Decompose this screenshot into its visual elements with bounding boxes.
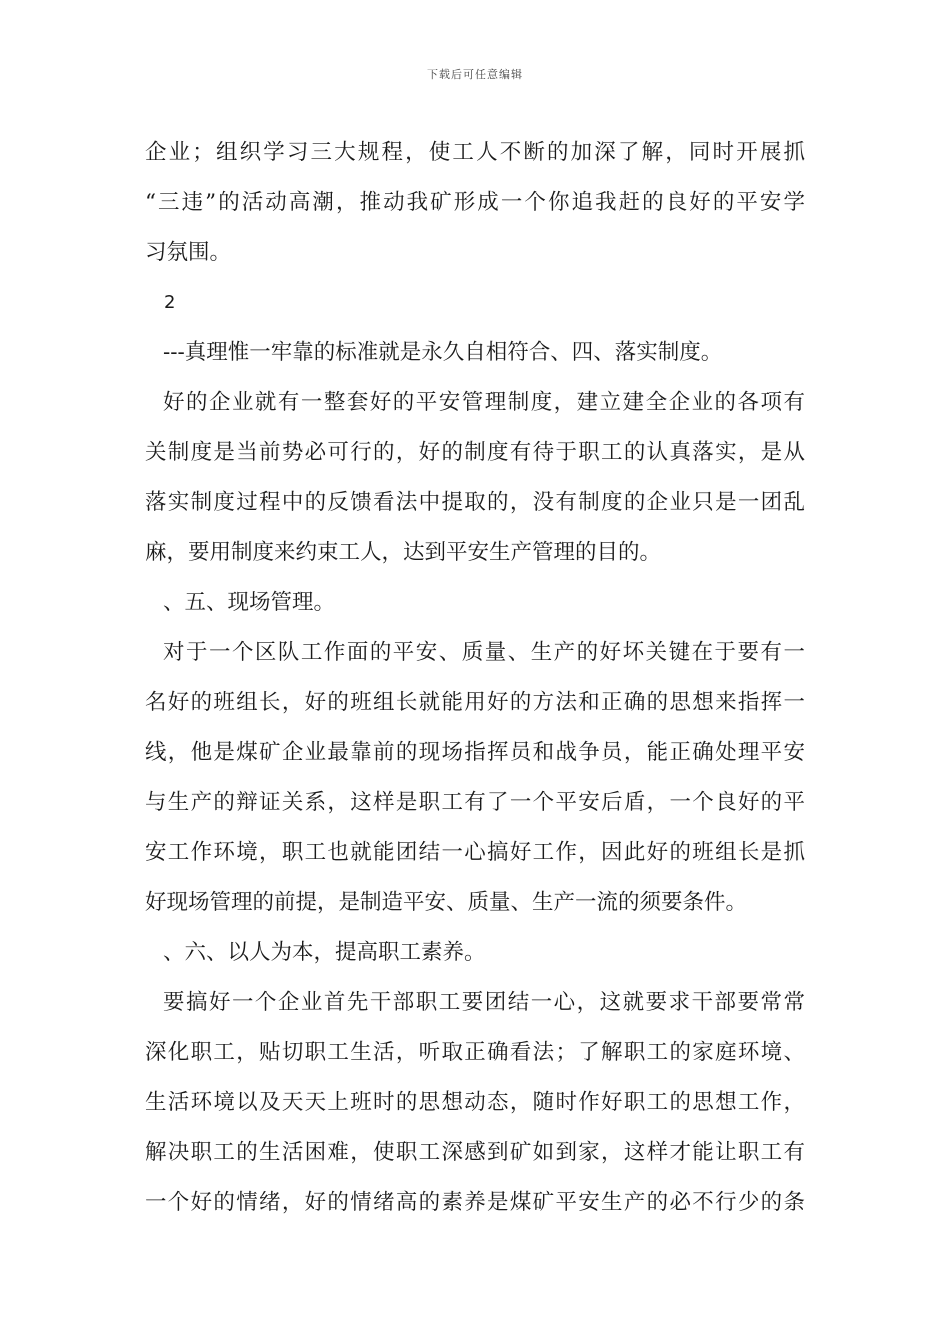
text-line: 关制度是当前势必可行的，好的制度有待于职工的认真落实，是从	[145, 440, 805, 465]
text-line: “三违”的活动高潮，推动我矿形成一个你追我赶的良好的平安学	[145, 190, 805, 215]
document-body	[145, 128, 805, 1228]
text-line: 要搞好一个企业首先干部职工要团结一心，这就要求干部要常常	[163, 990, 805, 1015]
text-line: 好的企业就有一整套好的平安管理制度，建立建全企业的各项有	[163, 390, 805, 415]
text-line: 与生产的辩证关系，这样是职工有了一个平安后盾，一个良好的平	[145, 790, 805, 815]
page-number: 2	[164, 292, 176, 313]
text-line: 企业；组织学习三大规程，使工人不断的加深了解，同时开展抓	[145, 140, 805, 165]
text-line: 名好的班组长，好的班组长就能用好的方法和正确的思想来指挥一	[145, 690, 805, 715]
text-line: 好现场管理的前提，是制造平安、质量、生产一流的须要条件。	[145, 890, 748, 915]
text-line: 习氛围。	[145, 240, 232, 265]
text-line: 线，他是煤矿企业最靠前的现场指挥员和战争员，能正确处理平安	[145, 740, 805, 765]
text-line: ---真理惟一牢靠的标准就是永久自相符合、四、落实制度。	[163, 340, 723, 365]
text-line: 解决职工的生活困难，使职工深感到矿如到家，这样才能让职工有	[145, 1140, 805, 1165]
section-heading: 、五、现场管理。	[163, 590, 336, 615]
text-line: 深化职工，贴切职工生活，听取正确看法；了解职工的家庭环境、	[145, 1040, 805, 1065]
page-header: 下载后可任意编辑	[427, 68, 523, 81]
text-line: 生活环境以及天天上班时的思想动态，随时作好职工的思想工作，	[145, 1090, 805, 1115]
text-line: 落实制度过程中的反馈看法中提取的，没有制度的企业只是一团乱	[145, 490, 805, 515]
text-line: 对于一个区队工作面的平安、质量、生产的好坏关键在于要有一	[163, 640, 805, 665]
text-line: 一个好的情绪，好的情绪高的素养是煤矿平安生产的必不行少的条	[145, 1190, 805, 1215]
text-line: 安工作环境，职工也就能团结一心搞好工作，因此好的班组长是抓	[145, 840, 805, 865]
section-heading: 、六、以人为本，提高职工素养。	[163, 940, 486, 965]
text-line: 麻，要用制度来约束工人，达到平安生产管理的目的。	[145, 540, 662, 565]
